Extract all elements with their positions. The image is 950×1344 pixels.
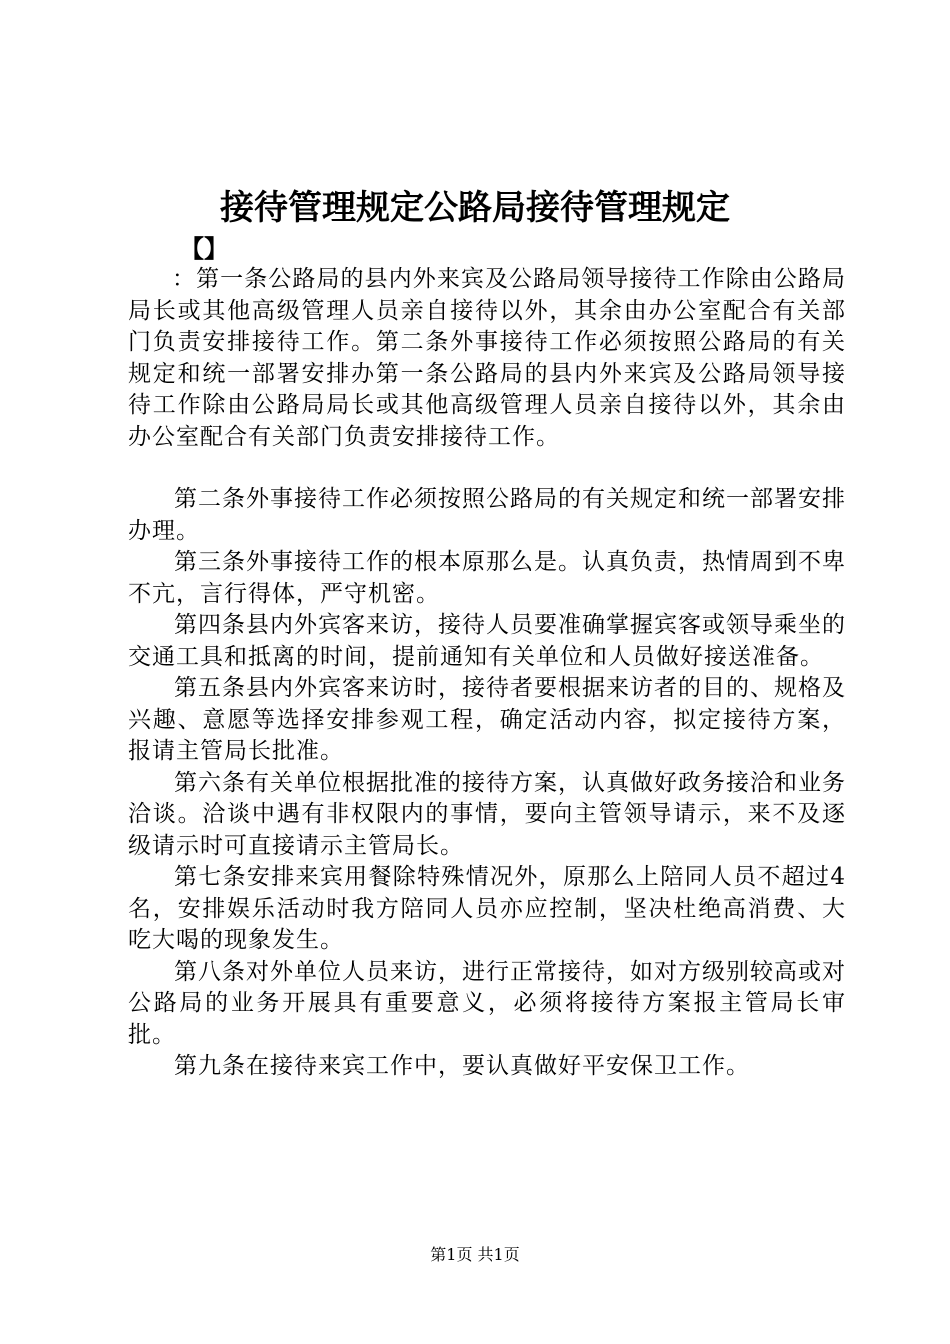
paragraph-1: ：第一条公路局的县内外来宾及公路局领导接待工作除由公路局局长或其他高级管理人员亲自接待以外，其余由办公室配合有关部门负责安排接待工作。第二条外事接待工作必须按照公路局的有关规定和统一部署安排办第一条公路局的县内外来宾及公路局领导接待工作除由公路局局长或其他高级管理人员亲自接待以外，其余由办公室配合有关部门负责安排接待工作。	[128, 266, 846, 450]
document-body	[128, 264, 846, 1083]
paragraph-2: 第二条外事接待工作必须按照公路局的有关规定和统一部署安排办理。	[128, 486, 846, 544]
paragraph-7: 第七条安排来宾用餐除特殊情况外，原那么上陪同人员不超过4名，安排娱乐活动时我方陪同人员亦应控制，坚决杜绝高消费、大吃大喝的现象发生。	[128, 864, 846, 953]
paragraph-3: 第三条外事接待工作的根本原那么是。认真负责，热情周到不卑不亢，言行得体，严守机密。	[128, 549, 846, 607]
paragraph-8: 第八条对外单位人员来访，进行正常接待，如对方级别较高或对公路局的业务开展具有重要意义，必须将接待方案报主管局长审批。	[128, 958, 846, 1048]
page-footer: 第1页 共1页	[430, 1245, 520, 1264]
paragraph-4: 第四条县内外宾客来访，接待人员要准确掌握宾客或领导乘坐的交通工具和抵离的时间，提前通知有关单位和人员做好接送准备。	[128, 612, 846, 670]
document-title: 接待管理规定公路局接待管理规定	[220, 188, 730, 228]
paragraph-9: 第九条在接待来宾工作中，要认真做好平安保卫工作。	[174, 1053, 750, 1079]
title-bracket: 【】	[180, 234, 228, 263]
paragraph-6: 第六条有关单位根据批准的接待方案，认真做好政务接洽和业务洽谈。洽谈中遇有非权限内的事情，要向主管领导请示，来不及逐级请示时可直接请示主管局长。	[128, 769, 846, 859]
paragraph-5: 第五条县内外宾客来访时，接待者要根据来访者的目的、规格及兴趣、意愿等选择安排参观工程，确定活动内容，拟定接待方案，报请主管局长批准。	[128, 675, 846, 764]
paragraph-spacer	[128, 453, 846, 484]
